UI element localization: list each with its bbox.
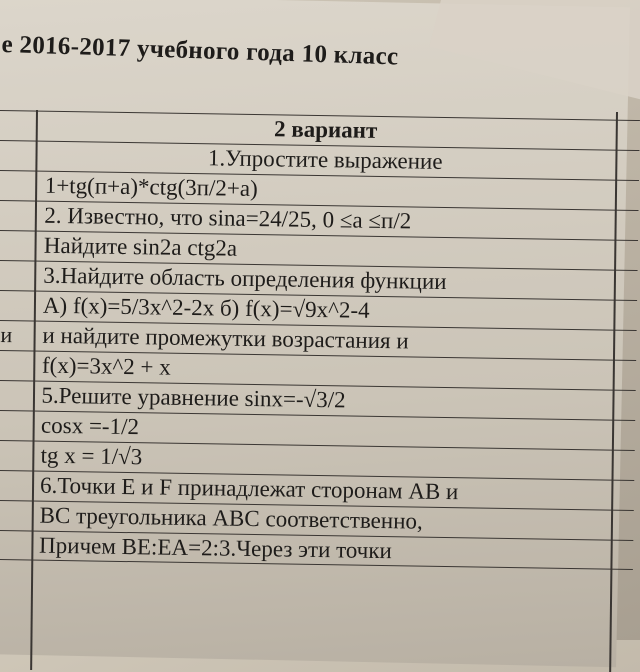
task-text: cosx =-1/2 xyxy=(40,412,140,440)
page-header: е 2016-2017 учебного года 10 класс xyxy=(1,31,399,71)
margin-letter: и xyxy=(0,322,13,348)
task-text: 2. Известно, что sina=24/25, 0 ≤a ≤п/2 xyxy=(44,202,412,234)
task-table xyxy=(0,110,640,570)
task-text: 1+tg(п+a)*ctg(3п/2+a) xyxy=(44,172,258,202)
variant-title: 2 вариант xyxy=(273,116,378,143)
task-text: 5.Решите уравнение sinx=-√3/2 xyxy=(41,382,346,413)
task-text: А) f(x)=5/3x^2-2x б) f(x)=√9x^2-4 xyxy=(42,292,370,323)
task-text: 1.Упростите выражение xyxy=(207,145,443,174)
task-text: Найдите sin2a ctg2a xyxy=(43,232,238,261)
task-text: f(x)=3x^2 + x xyxy=(41,352,171,380)
task-text: 6.Точки E и F принадлежат сторонам AB и xyxy=(39,472,459,505)
task-text: tg x = 1/√3 xyxy=(40,442,143,470)
task-text: 3.Найдите область определения функции xyxy=(43,262,447,295)
task-text: BC треугольника ABC соответственно, xyxy=(39,502,423,534)
task-text: и найдите промежутки возрастания и xyxy=(42,322,409,354)
task-text: Причем BE:EA=2:3.Через эти точки xyxy=(38,532,393,564)
